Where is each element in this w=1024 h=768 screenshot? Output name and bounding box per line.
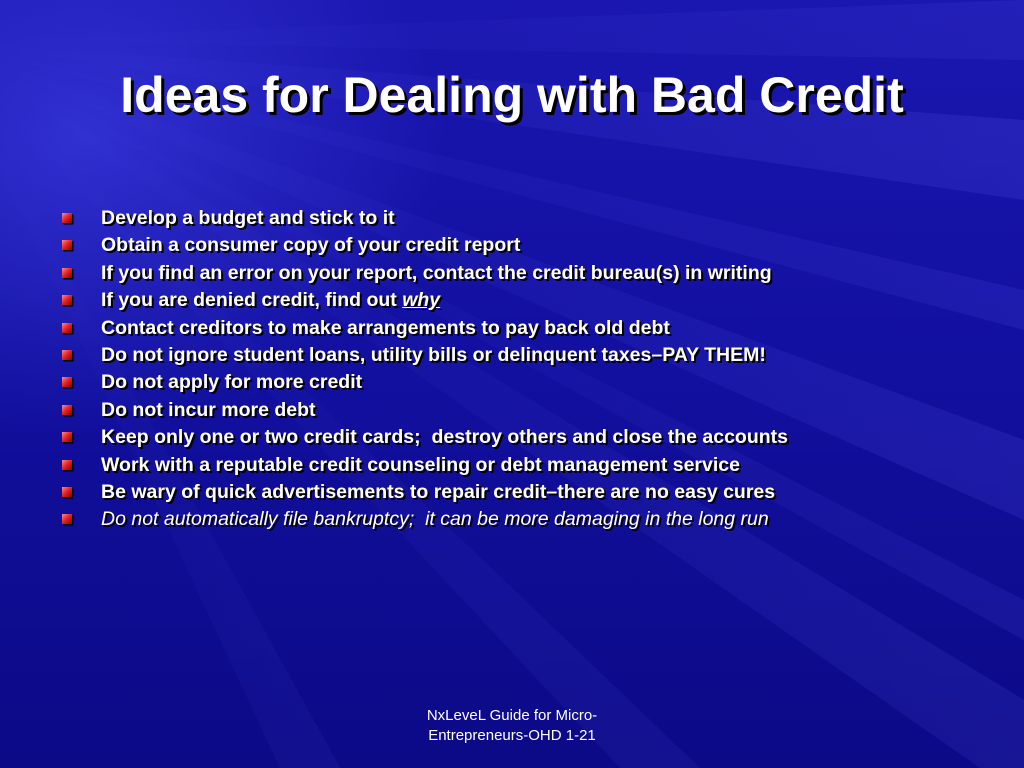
list-item — [60, 260, 1000, 287]
list-item — [60, 506, 1000, 533]
slide-title: Ideas for Dealing with Bad Credit — [120, 67, 904, 123]
list-item — [60, 397, 1000, 424]
list-item — [60, 452, 1000, 479]
list-item — [60, 315, 1000, 342]
square-bullet-icon — [62, 240, 72, 250]
bullet-text: Develop a budget and stick to it — [101, 207, 395, 229]
list-item — [60, 479, 1000, 506]
square-bullet-icon — [62, 405, 72, 415]
square-bullet-icon — [62, 268, 72, 278]
list-item — [60, 232, 1000, 259]
square-bullet-icon — [62, 377, 72, 387]
square-bullet-icon — [62, 460, 72, 470]
square-bullet-icon — [62, 487, 72, 497]
square-bullet-icon — [62, 514, 72, 524]
square-bullet-icon — [62, 323, 72, 333]
bullet-text: If you are denied credit, find out — [101, 289, 403, 312]
list-item — [60, 369, 1000, 396]
square-bullet-icon — [62, 350, 72, 360]
square-bullet-icon — [62, 213, 72, 223]
list-item — [60, 205, 1000, 232]
list-item — [60, 424, 1000, 451]
bullet-text: Work with a reputable credit counseling or debt management service — [101, 453, 740, 476]
bullet-text: Keep only one or two credit cards; destroy others and close the accounts — [101, 426, 788, 449]
bullet-emphasis: why — [402, 289, 441, 312]
bullet-text: Do not automatically file bankruptcy; it can be more damaging in the long run — [101, 508, 769, 531]
bullet-text: Do not incur more debt — [101, 398, 316, 421]
bullet-text: Obtain a consumer copy of your credit report — [101, 234, 521, 257]
bullet-text: Be wary of quick advertisements to repair credit–there are no easy cures — [101, 480, 776, 503]
slide-footer — [362, 706, 662, 746]
square-bullet-icon — [62, 295, 72, 305]
list-item — [60, 342, 1000, 369]
bullet-text: Do not ignore student loans, utility bills or delinquent taxes–PAY THEM! — [101, 343, 766, 366]
footer-line: Entrepreneurs-OHD 1-21 — [428, 727, 596, 744]
footer-line: NxLeveL Guide for Micro- — [426, 707, 598, 724]
square-bullet-icon — [62, 432, 72, 442]
bullet-list — [60, 205, 1000, 534]
list-item — [60, 287, 1000, 314]
bullet-text: Contact creditors to make arrangements to pay back old debt — [101, 316, 670, 339]
bullet-text: Do not apply for more credit — [101, 371, 363, 394]
bullet-text: If you find an error on your report, contact the credit bureau(s) in writing — [101, 261, 772, 284]
